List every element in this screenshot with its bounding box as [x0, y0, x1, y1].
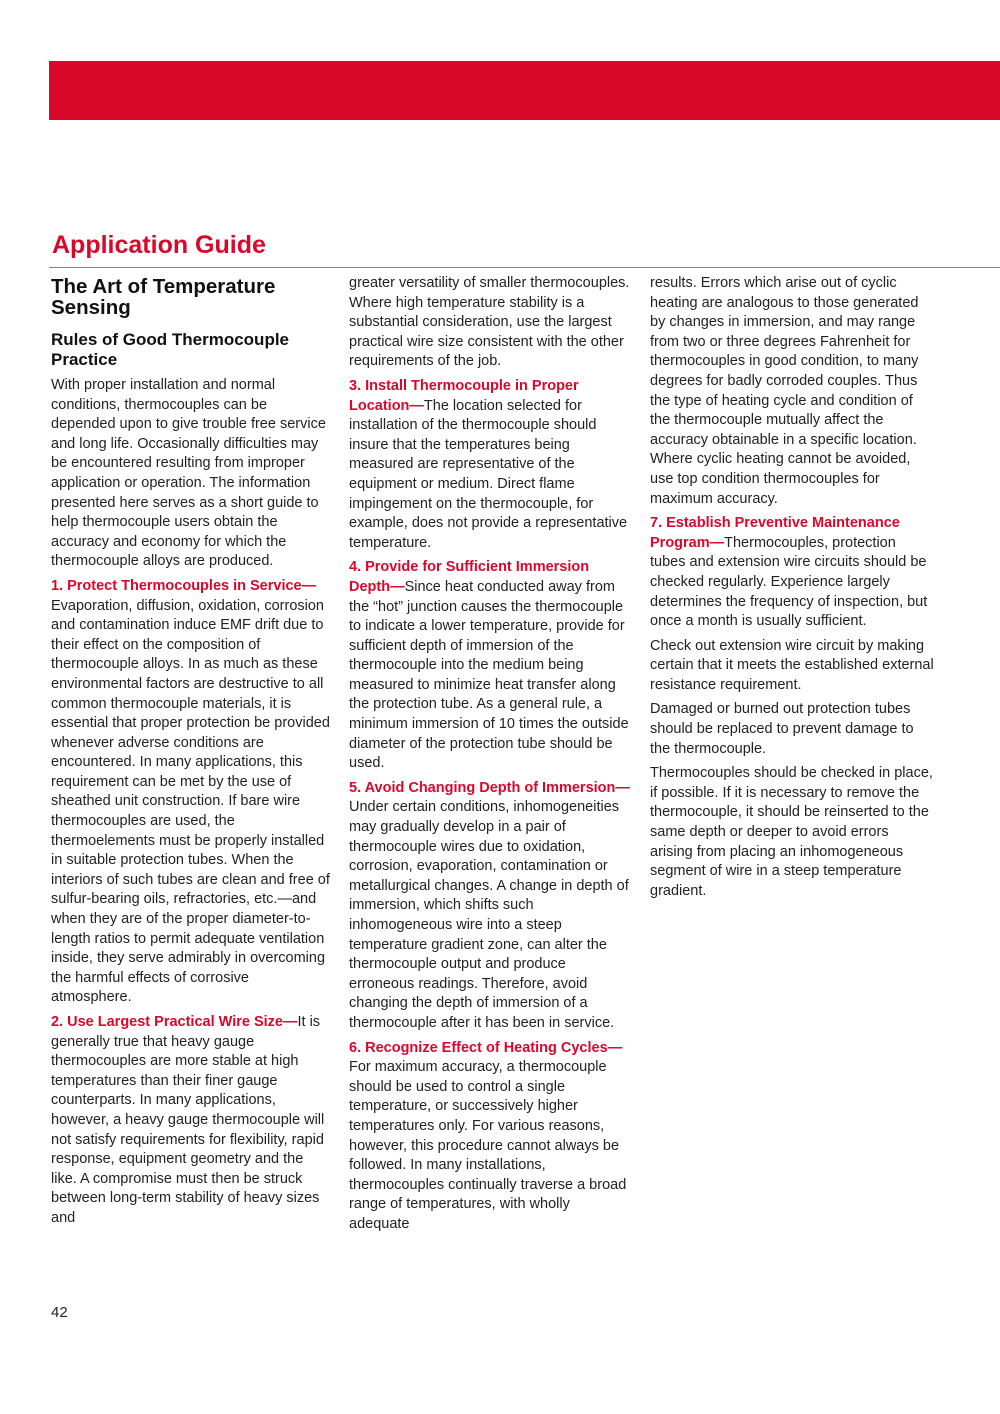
rule-heading: 6. Recognize Effect of Heating Cycles— [349, 1039, 623, 1056]
rule-text: Thermocouples, protection tubes and extension wire circuits should be checked regularly. Experience largely determines the frequency of inspection, but once a month is usually sufficient. [650, 534, 928, 630]
guide-title: Application Guide [52, 231, 266, 259]
column-2 [349, 274, 633, 1240]
header-banner [49, 61, 1000, 120]
rule-heading: 1. Protect Thermocouples in Service— [51, 577, 317, 594]
page-number: 42 [51, 1304, 68, 1321]
rule-3 [349, 377, 633, 553]
rule-heading: 2. Use Largest Practical Wire Size— [51, 1014, 298, 1030]
article-subtitle: Rules of Good Thermocouple Practice [51, 330, 290, 369]
title-divider [49, 267, 1000, 268]
rule-heading: 4. Provide for Sufficient Immersion Depth— [349, 559, 590, 595]
maintenance-paragraph: Check out extension wire circuit by making certain that it meets the established external resistance requirement. [650, 637, 934, 693]
intro-paragraph: With proper installation and normal conditions, thermocouples can be depended upon to give trouble free service and long life. Occasionally difficulties may be encountered resulting from improper application or operation. The information presented here serves as a short guide to help thermocouple users obtain the accuracy and economy for which the thermocouple alloys are produced. [51, 377, 326, 570]
rule-4 [349, 558, 633, 774]
column-3 [650, 274, 934, 906]
rule-6 [349, 1039, 633, 1235]
rule-2-continued: greater versatility of smaller thermocouples. Where high temperature stability is a substantial consideration, use the largest practical wire size consistent with the other requirements of the job. [349, 275, 630, 370]
rule-heading: 7. Establish Preventive Maintenance Program— [650, 515, 900, 551]
rule-heading: 3. Install Thermocouple in Proper Location— [349, 377, 579, 414]
rule-text: Since heat conducted away from the “hot” junction causes the thermocouple to indicate a lower temperature, provide for sufficient depth of immersion of the thermocouple into the medium being measured to minimize heat transfer along the protection tube. As a general rule, a minimum immersion of 10 times the outside diameter of the protection tube should be used. [349, 578, 629, 772]
rule-text: It is generally true that heavy gauge thermocouples are more stable at high temperatures than their finer gauge counterparts. In many applications, however, a heavy gauge thermocouple will not satisfy requirements for flexibility, rapid response, equipment geometry and the like. A compromise must then be struck between long-term stability of heavy sizes and [51, 1014, 325, 1226]
rule-text: Evaporation, diffusion, oxidation, corrosion and contamination induce EMF drift due to their effect on the composition of thermocouple alloys. In as much as these environmental factors are destructive to all common thermocouple materials, it is essential that proper protection be provided whenever adverse conditions are encountered. In many applications, this requirement can be met by the use of sheathed unit construction. If bare wire thermocouples are used, the thermoelements must be properly installed in suitable protection tubes. When the interiors of such tubes are clean and free of sulfur-bearing oils, refractories, etc.—and when they are of the proper diameter-to-length ratios to permit adequate ventilation inside, they serve admirably in overcoming the harmful effects of corrosive atmosphere. [51, 597, 330, 1006]
rule-heading: 5. Avoid Changing Depth of Immersion— [349, 779, 630, 796]
rule-2 [51, 1013, 333, 1229]
rule-6-continued: results. Errors which arise out of cyclic heating are analogous to those generated by changes in immersion, and may range from two or three degrees Fahrenheit for thermocouples in good condition, to many degrees for badly corroded couples. Thus the type of heating cycle and condition of the thermocouple mutually affect the accuracy obtainable in a specific location. Where cyclic heating cannot be avoided, use top condition thermocouples for maximum accuracy. [650, 275, 919, 507]
article-title: The Art of Temperature Sensing [51, 275, 276, 319]
rule-text: The location selected for installation of the thermocouple should insure that the temperatures being measured are representative of the equipment or medium. Direct flame impingement on the thermocouple, for example, does not provide a representative temperature. [349, 397, 628, 551]
maintenance-paragraph: Damaged or burned out protection tubes should be replaced to prevent damage to the thermocouple. [650, 701, 914, 757]
maintenance-paragraph: Thermocouples should be checked in place, if possible. If it is necessary to remove the thermocouple, it should be reinserted to the same depth or deeper to avoid errors arising from placing an inhomogeneous segment of wire in a steep temperature gradient. [650, 765, 933, 899]
column-1 [51, 274, 333, 1234]
rule-7 [650, 514, 934, 632]
rule-text: For maximum accuracy, a thermocouple should be used to control a single temperature, or successively higher temperatures only. For various reasons, however, this procedure cannot always be followed. In many installations, thermocouples continually traverse a broad range of temperatures, with wholly adequate [349, 1059, 627, 1232]
rule-5 [349, 779, 633, 1034]
rule-1 [51, 577, 333, 1008]
rule-text: Under certain conditions, inhomogeneities may gradually develop in a pair of thermocouple wires due to oxidation, corrosion, evaporation, contamination or metallurgical changes. A change in depth of immersion, which shifts such inhomogeneous wire into a steep temperature gradient zone, can alter the thermocouple output and produce erroneous readings. Therefore, avoid changing the depth of immersion of a thermocouple after it has been in service. [349, 799, 629, 1031]
